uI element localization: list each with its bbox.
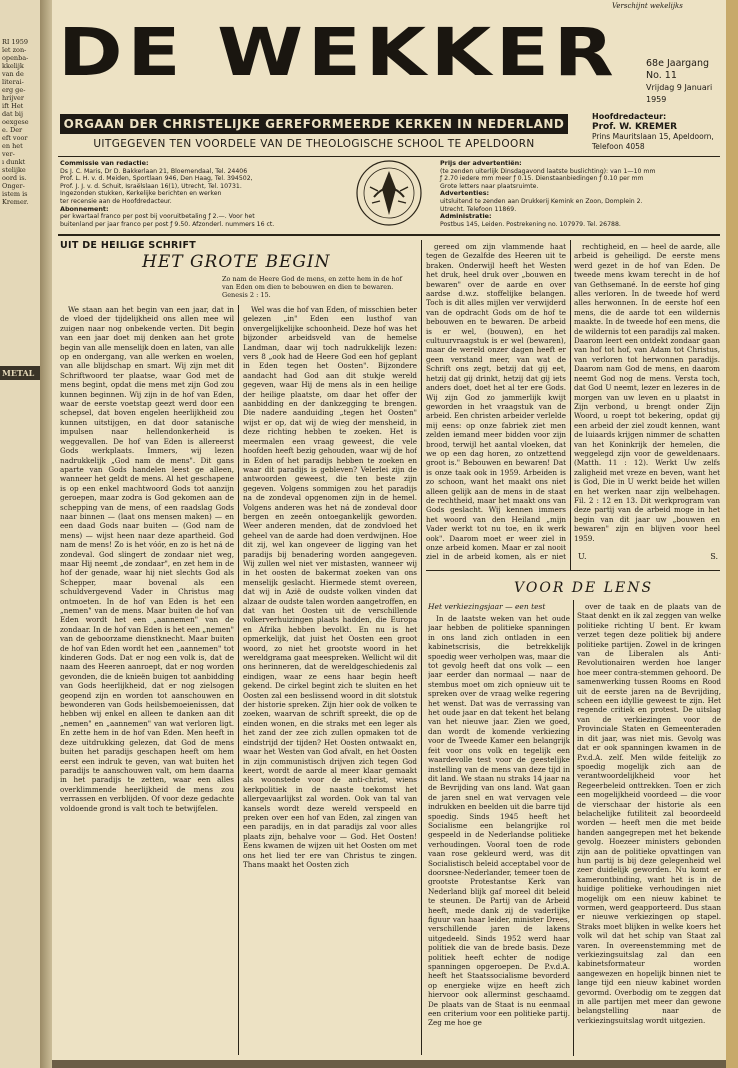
lens-kicker: Het verkiezingsjaar — een test — [428, 602, 546, 611]
committee-line: Ingezonden stukken, Kerkelijke berichten en werken — [60, 190, 222, 198]
admin-line: Postbus 145, Leiden. Postrekening no. 107979. Tel. 26788. — [440, 220, 621, 228]
committee-line: ter recensie aan de Hoofdredacteur. — [60, 197, 172, 205]
adjacent-page-line: erg ge- — [2, 86, 26, 94]
ad-price-lines — [440, 168, 722, 191]
subscription-line: per kwartaal franco per post bij vooruitbetaling ƒ 2.—. Voor het — [60, 213, 255, 221]
page-fold — [40, 0, 52, 1068]
issue-info — [646, 58, 726, 106]
adjacent-page-text — [0, 38, 40, 206]
committee-lines — [60, 168, 345, 206]
committee-line: Prof. J. J. v. d. Schuit, Israëlslaan 16(1), Utrecht, Tel. 10731. — [60, 182, 242, 190]
editor-block — [592, 112, 724, 152]
signature-initial-right: S. — [710, 552, 718, 561]
ad-lines — [440, 198, 722, 213]
signature-initial-left: U. — [578, 552, 587, 561]
committee-line: Ds J. C. Maris, Dr D. Bakkerlaan 21, Bloemendaal, Tel. 24406 — [60, 167, 248, 175]
column-text: In de laatste weken van het oude jaar hebben de politieke spanningen in ons land zich ontladen in een kabinetscrisis, die betrekkelijk spoedig weer verholpen was, maar die tot gevolg heeft dat ons volk — een jaar eerder dan normaal — naar de stembus moet om zich opnieuw uit te spreken over de vraag welke regering het wenst. Dat was de verrassing van het oude jaar en dat tekent het belang van het nieuwe jaar. Zien we goed, dan wordt de komende verkiezing voor de Tweede Kamer een belangrijk feit voor ons volk en tegelijk een waardevolle test voor de geestelijke instelling van de mens van deze tijd in dit land. We staan nu straks 14 jaar na de Bevrijding van ons land. Wat gaan de jaren snel en wat vervagen vele indrukken en beelden uit die barre tijd spoedig. Sinds 1945 heeft het Socialisme een belangrijke rol gespeeld in de Nederlandse politieke verhoudingen. Vooral toen de rode vaan rose gekleurd werd, was dit Socialistisch beleid acceptabel voor de doorsnee-Nederlander, temeer toen de grootste Protestantse Kerk van Nederland blijk gaf moreel dit beleid te steunen. De Partij van de Arbeid heeft, mede dank zij de vaderlijke figuur van haar leider, minister Drees, verschillende jaren de lakens uitgedeeld. Sinds 1952 werd haar politiek die van de brede basis. Deze politiek heeft echter de nodige spanningen opgeroepen. De P.v.d.A. heeft het Staatssocialisme bevorderd op energieke wijze en heeft zich hiervoor ook allerminst geschaamd. De plaats van de Staat is nu eenmaal een criterium voor een politieke partij. Zeg me hoe ge — [428, 614, 570, 1028]
editorial-info — [60, 160, 345, 228]
adjacent-page-line: dat bij — [2, 110, 23, 118]
column-rule — [570, 240, 571, 570]
column-rule — [421, 240, 422, 1055]
adjacent-page-line: istem is — [2, 190, 28, 198]
lens-column-2 — [577, 602, 721, 1056]
article-title: HET GROTE BEGIN — [142, 252, 331, 272]
admin-lines — [440, 221, 722, 229]
ad-line: Utrecht. Telefoon 11869. — [440, 205, 517, 213]
lens-column-1 — [428, 614, 570, 1056]
adjacent-page-line: RI 1959 — [2, 38, 29, 46]
column-text: over de taak en de plaats van de Staat denkt en ik zal zeggen van welke politieke richting U bent. Er kwam verzet tegen deze politiek bij andere politieke partijen. Zowel in de kringen van de Liberalen als Anti-Revolutionairen werden hoe langer hoe meer contra-stemmen gehoord. De samenwerking tussen Rooms en Rood uit de eerste jaren na de Bevrijding, scheen een idyllie geweest te zijn. Het regende critiek en protest. De uitslag van de verkiezingen voor de Provinciale Staten en Gemeenteraden in dit jaar, was niet mis. Gevolg was dat er ook spanningen kwamen in de P.v.d.A. zelf. Men wilde feitelijk zo spoedig mogelijk zich aan de verantwoordelijkheid voor het Regeerbeleid onttrekken. Toen er zich een mogelijkheid voordeed — die voor de vierschaar der historie als een belachelijke futiliteit zal beoordeeld worden — heeft men die met beide handen aangegrepen met het bekende gevolg. Hoezeer ministers gebonden zijn aan de politieke opvattingen van hun partij is bij deze gelegenheid wel zeer duidelijk geworden. Nu komt er kamerontbinding, want het is in de huidige politieke verhoudingen niet mogelijk om een nieuw kabinet te vormen, werd geapporteerd. Dus staan er nieuwe verkiezingen op stapel. Straks moet blijken in welke koers het volk wil dat het schip van Staat zal varen. In overeenstemming met de verkiezingsuitslag zal dan een kabinetsformateur worden aangewezen en hopelijk binnen niet te lange tijd een nieuw kabinet worden gevormd. Overbodig om te zeggen dat in alle partijen met meer dan gewone belangstelling naar de verkiezingsuitslag wordt uitgezien. — [577, 602, 721, 1025]
column-text: rechtigheid, en — heel de aarde, alle arbeid is geheiligd. De eerste mens werd gezet in de hof van Eden. De tweede mens kwam terecht in de hof van Gethsemané. In de eerste hof ging alles verloren. In de tweede hof werd alles herwonnen. In de eerste hof een mens, die de aarde tot een wildernis maakte. In de tweede hof een mens, die de wildernis tot een paradijs zal maken. Daarom leert een ontdekt zondaar gaan van hof tot hof, van Adam tot Christus, van verloren tot herwonnen paradijs. Daarom nam God de mens, en daarom neemt God nog de mens. Versta toch, dat God U neemt, lezer en lezeres in de morgen van uw leven en u plaatst in Zijn verbond, u brengt onder Zijn Woord, u roept tot bekering, opdat gij een arbeid der ziel zoudt kennen, want de luiaards krijgen nimmer de schatten van het Koninkrijk der hemelen, die weggelegd zijn voor de geweldenaars. (Matth. 11 : 12). Werkt Uw zelfs zaligheid met vreze en beven, want het is God, Die in U werkt beide het willen en het werken naar zijn welbehagen. Fil. 2 : 12 en 13. Dit werkprogram van deze partij van de arbeid moge in het begin van dit jaar uw „bouwen en bewaren" zijn en blijven voor heel 1959. — [574, 242, 720, 543]
column-text: Wel was die hof van Eden, of misschien beter gelezen „in" Eden een lusthof van onvergelijkelijke schoonheid. Deze hof was het bijzonder arbeidsveld van de hemelse Landman, daar wij toch nadrukkelijk lezen: vers 8 „ook had de Heere God een hof geplant in Eden tegen het Oosten". Bijzondere aandacht had God aan dit stukje wereld gegeven, waar Hij de mens als in een heilige der heilige plaatste, om daar het offer der aanbidding en der dankzegging te brengen. Die nadere aanduiding „tegen het Oosten" wijst er op, dat wij de wieg der mensheid, in deze richting hebben te zoeken. Het is meermalen een vraag geweest, die vele hoofden heeft bezig gehouden, waar wij de hof in Eden of het paradijs hebben te zoeken en waar dit paradijs is gebleven? Velerlei zijn de antwoorden geweest, die ten beste zijn gegeven. Volgens sommigen zou het paradijs na de zondeval opgenomen zijn in de hemel. Volgens anderen was het ná de zondeval door bergen en zeeën ontoegankelijk geworden. Weer anderen menden, dat de zondvloed het geheel van de aarde had doen verdwijnen. Hoe dit zij, wel kan ongeveer de ligging van het paradijs bij benadering worden aangegeven. Wij zullen wel niet ver mistasten, wanneer wij in het oosten de bakermat zoeken van ons menselijk geslacht. Hiermede stemt overeen, dat wij in Azië de oudste volken vinden dat alzaar de oudste talen worden aangetroffen, en dat van het Oosten uit de verschillende volkerverhuizingen plaats hadden, die Europa en Afrika hebben bevolkt. En nu is het opmerkelijk, dat juist het Oosten een groot woord, zo niet het grootste woord in het wereldgrama gaat meespreken. Wellicht wil dit ons herinneren, dat de wereldgeschiedenis zal eindigen, waar ze eens haar begin heeft gekend. De cirkel begint zich te sluiten en het Oosten zal een beslissend woord in dit slotstuk der historie spreken. Zijn hier ook de volken te zoeken, waarvan de schrift spreekt, die op de einden wonen, en die straks met een leger als het zand der zee zich zullen opmaken tot de eindstrijd der tijden? Het Oosten ontwaakt en, waar het Westen van God afvalt, en het Oosten in zijn communistisch drijven zich tegen God keert, wordt de aarde al meer klaar gemaakt als woonstede voor de anti-christ, wiens kerkpolitiek in de naaste toekomst het allergevaarlijkst zal worden. Ook van tal van kansels wordt deze wereld verspeeld en preken over een hof van Eden, zal zingen van een paradijs, en in dat paradijs zal voor alles plaats zijn, behalve voor — God. Het Oosten! Eens kwamen de wijzen uit het Oosten om met ons het lied ter ere van Christus te zingen. Thans maakt het Oosten zich — [243, 305, 417, 869]
adjacent-page-line: ı dunkt — [2, 158, 26, 166]
volume-number: 68e Jaargang No. 11 — [646, 58, 710, 81]
subscription-line: buitenland per jaar franco per post ƒ 9.50. Afzonderl. nummers 16 ct. — [60, 220, 275, 228]
adjacent-ad: METAL — [0, 366, 40, 380]
advertising-info — [440, 160, 722, 228]
section-heading: UIT DE HEILIGE SCHRIFT — [60, 240, 197, 251]
adjacent-page-line: Kremer. — [2, 198, 29, 206]
column-rule — [238, 305, 239, 1055]
adjacent-page-line: literai- — [2, 78, 24, 86]
ad-price-line: (te zenden uiterlijk Dinsdagavond laatste buslichting): van 1—10 mm — [440, 167, 656, 175]
ad-price-heading: Prijs der advertentiën: — [440, 159, 522, 167]
frequency-note: Verschijnt wekelijks — [612, 2, 683, 10]
adjacent-page-line: e. Der — [2, 126, 23, 134]
adjacent-page-line: stelijke — [2, 166, 26, 174]
adjacent-page-line: ver- — [2, 150, 15, 158]
editor-address: Prins Mauritslaan 15, Apeldoorn, — [592, 132, 714, 141]
content-rule — [58, 234, 720, 236]
masthead-title: DE WEKKER — [58, 14, 619, 91]
adjacent-page-line: hrijver — [2, 94, 25, 102]
ad-heading: Advertenties: — [440, 189, 490, 198]
signature — [578, 552, 718, 561]
adjacent-page-line: eft voor — [2, 134, 28, 142]
article-column-2 — [243, 305, 417, 1055]
ad-price-line: Grote letters naar plaatsruimte. — [440, 182, 539, 190]
adjacent-page-line: Onger- — [2, 182, 25, 190]
adjacent-page-line: en het — [2, 142, 23, 150]
publisher-line: UITGEGEVEN TEN VOORDELE VAN DE THEOLOGISCHE SCHOOL TE APELDOORN — [93, 138, 535, 150]
organ-banner: ORGAAN DER CHRISTELIJKE GEREFORMEERDE KERKEN IN NEDERLAND — [60, 114, 568, 134]
adjacent-page-line: ift Het — [2, 102, 24, 110]
article-divider — [426, 570, 720, 571]
adjacent-page-line: ïet zon- — [2, 46, 27, 54]
editor-label: Hoofdredacteur: — [592, 112, 667, 121]
epigraph: Zo nam de Heere God de mens, en zette hem in de hof van Eden om dien te bebouwen en dien te bewaren. Genesis 2 : 15. — [222, 275, 402, 299]
newspaper-page — [52, 0, 726, 1060]
adjacent-page-line: oord is. — [2, 174, 27, 182]
binding-edge — [726, 0, 738, 1068]
ad-line: uitsluitend te zenden aan Drukkerij Kemink en Zoon, Domplein 2. — [440, 197, 643, 205]
article-column-3 — [426, 242, 566, 562]
ad-price-line: ƒ 2.70 iedere mm meer ƒ 0.15. Dienstaanbiedingen ƒ 0.10 per mm — [440, 175, 644, 183]
subscription-lines — [60, 213, 345, 228]
committee-heading: Commissie van redactie: — [60, 159, 149, 167]
adjacent-page-line: oexgese — [2, 118, 29, 126]
adjacent-page-line: van de — [2, 70, 24, 78]
column-text: gereed om zijn vlammende haat tegen de Gezalfde des Heeren uit te braken. Onderwijl heeft het Westen het druk, heel druk over „bouwen en bewaren" over de aarde en over aardse d.w.z. stoffelijke belangen. Toch is dit alles mijlen ver verwijderd van de opdracht Gods om de hof te bebouwen en te bewaren. De arbeid is er wel, (bouwen), en het cultuurvraagstuk is er wel (bewaren), maar de wereld onzer dagen heeft er geen verstand meer, van wat de Schrift ons zegt, betzij dat gij eet, hetzij dat gij drinkt, hetzij dat gij iets anders doet, doet het al ter ere Gods. Wij zijn God zo jammerlijk kwijt geworden in het vraagstuk van de arbeid. Een christen arbeider verlelde mij eens: op onze fabriek ziet men zelden iemand meer bidden voor zijn brood, terwijl het aantal vloeken, dat we op een dag horen, zo ontzettend groot is." Bebouwen en bewaren! Dat is onze taak ook in 1959. Arbeiden is zo schoon, want het maakt ons niet alleen gelijk aan de mens in de staat de rechtheid, maar het maakt ons van Gods geslacht. Wij kennen immers het woord van den Heiland „mijn Vader werkt tot nu toe, en ik werk ook". Daarom moet er weer ziel in onze arbeid komen. Maar er zal nooit ziel in de arbeid komen, als er niet — [426, 242, 566, 562]
committee-line: Prof. L. H. v. d. Meiden, Sportlaan 946, Den Haag, Tel. 394502, — [60, 175, 253, 183]
editor-phone: Telefoon 4058 — [592, 142, 645, 151]
issue-date: Vrijdag 9 Januari 1959 — [646, 83, 713, 104]
admin-heading: Administratie: — [440, 212, 492, 221]
adjacent-page-line: kkelijk — [2, 62, 24, 70]
article-column-1 — [60, 305, 234, 1055]
adjacent-page-line: openba- — [2, 54, 29, 62]
subscription-heading: Abonnement: — [60, 204, 109, 213]
lens-title: VOOR DE LENS — [514, 580, 654, 596]
column-rule — [573, 600, 574, 1056]
column-text: We staan aan het begin van een jaar, dat in de vloed der tijdelijkheid ons allen mee wil zuigen naar nog onbekende verten. Dit begin van een jaar doet mij denken aan het grote begin van alle menselijk doen en laten, van alle op en ondergang, van alle werken en woelen, van alle blijdschap en smart. Wij zijn met dit Schriftwoord ter plaatse, waar God met de mens begint, opdat die mens met zijn God zou kunnen beginnen. Wij zijn in de hof van Eden, waar de eerste voetstap geezt werd door een schepsel, dat boven engelen heerlijkheid zou kunnen uitstijgen, en dat door satanische impulsen naar hellendonkerheid is weggevallen. De hof van Eden is allereerst Gods werkplaats. Immers, wij lezen nadrukkelijk „God nam de mens". Dit gans aparte van Gods handelen leest ge alleen, wanneer het geldt de mens. Al het geschapene is op een enkel machtwoord Gods tot aanzijn geroepen, maar zodra is God gekomen aan de schepping van de mens, of een raadslag Gods naar binnen — (laat ons mensen maken) — en een daad Gods naar buiten — (God nam de mens) — wijst heen naar deze apartheid. God nam de mens! Zo is het vóór, en zo is het ná de zondeval. God slingert de zondaar niet weg, maar Hij neemt „de zondaar", en zet hem in de hof der genade, waar hij niet slechts God als Schepper, maar bovenal als een schuldvergevend Vader in Christus mag ontmoeten. In de hof van Eden is het een „nemen" van de mens. Maar buiten de hof van Eden wordt het een „aannemen" van de zondaar. In de hof van Eden is het een „nemen" van de geboorzame dienstknecht. Maar buiten de hof van Eden wordt het een „aannemen" tot kinderen Gods. Dat er nog een volk is, dat de naam des Heeren aanroept, dat er nog worden gevonden, die de knieën buigen tot aanbidding van Gods heerlijkheid, dat er nog zielsogen geopend zijn en worden tot aanschouwen en bewonderen van Gods heilsbemoeienissen, dat hebben wij enkel en alleen te danken aan dit „nemen" en „aannemen" van wat verloren ligt. En zette hem in de hof van Eden. Men heeft in deze uitdrukking gelezen, dat God de mens buiten het paradijs geschapen heeft om hem eerst een indruk te geven, van wat buiten het paradijs te aanschouwen valt, om hem daarna in het paradijs te zetten, waar een alles overklimmende heerlijkheid de mens zou verrassen en verblijden. Of voor deze gedachte voldoende grond is valt toch te betwijfelen. — [60, 305, 234, 813]
seal-emblem — [352, 157, 426, 229]
article-column-4 — [574, 242, 720, 547]
editor-name: Prof. W. KREMER — [592, 122, 678, 132]
adjacent-page-strip — [0, 0, 40, 1068]
